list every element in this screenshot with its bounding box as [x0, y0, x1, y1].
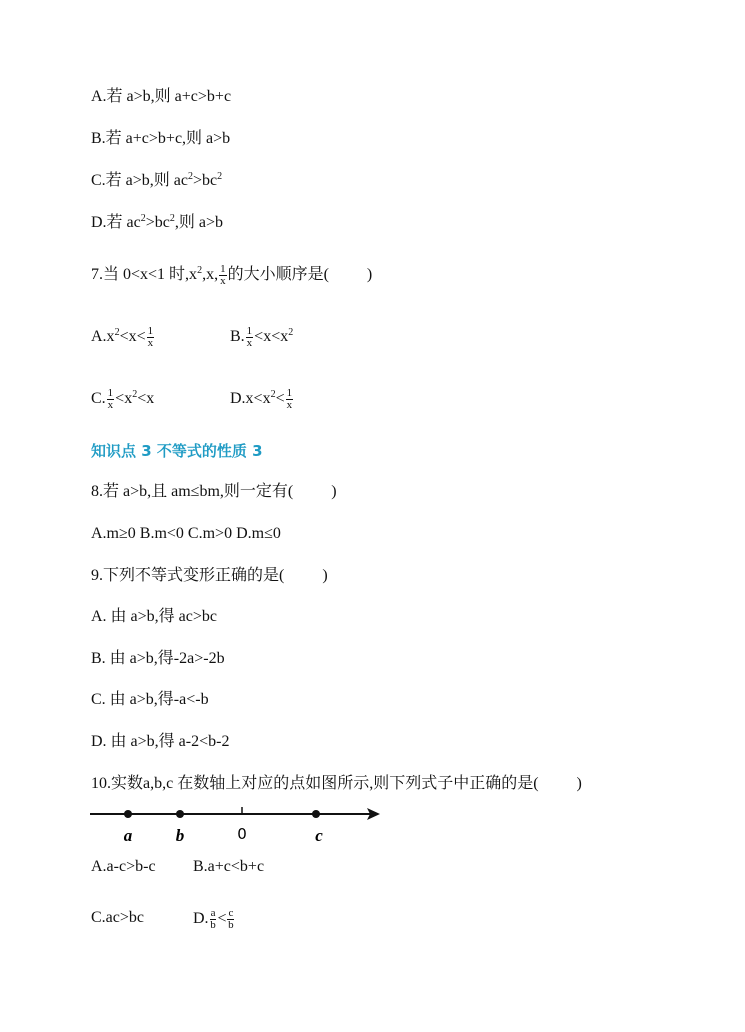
q6-option-c: [91, 171, 222, 191]
q9-option-c: C. 由 a>b,得-a<-b: [91, 691, 209, 708]
q7-option-d: $D.x<x^2<$ $\frac{1}{x}$: [230, 387, 293, 411]
point-b: [176, 810, 184, 818]
superscript: 2: [140, 213, 146, 224]
q10-option-c: C.ac>bc: [91, 909, 144, 926]
q9-option-b: B. 由 a>b,得-2a>-2b: [91, 650, 225, 667]
q6-option-d-mid: >bc: [145, 214, 170, 231]
q10-option-a: A.a-c>b-c: [91, 858, 156, 875]
q6-option-d-post: ,则 a>b: [174, 214, 224, 231]
fraction-one-over-x: $\frac{1}{x}$: [286, 387, 293, 411]
fraction-one-over-x: $\frac{1}{x}$: [107, 387, 114, 411]
q6-option-d: [91, 213, 223, 233]
q9-stem: 9.下列不等式变形正确的是( ): [91, 567, 328, 584]
superscript: 2: [217, 171, 223, 182]
fraction-one-over-x: $\frac{1}{x}$: [220, 263, 226, 287]
q7-option-b: B. $\frac{1}{x}$ $<x<x^2$: [230, 325, 294, 349]
number-line-figure: [88, 798, 388, 846]
label-a: a: [123, 826, 133, 845]
q7-stem-post: 的大小顺序是(: [227, 266, 329, 284]
q6-option-c-mid: >bc: [193, 172, 218, 189]
q6-option-c-pre: C.若 a>b,则 ac: [91, 172, 189, 189]
fraction-a-over-b: $\frac{a}{b}$: [210, 907, 216, 931]
q7-stem-mid: ,x,: [202, 266, 219, 284]
q6-option-b: B.若 a+c>b+c,则 a>b: [91, 130, 231, 147]
fraction-one-over-x: $\frac{1}{x}$: [246, 325, 253, 349]
q10-stem: 10.实数a,b,c 在数轴上对应的点如图所示,则下列式子中正确的是( ): [91, 775, 582, 792]
point-a: [124, 810, 132, 818]
q8-stem: 8.若 a>b,且 am≤bm,则一定有( ): [91, 483, 337, 500]
q9-option-a: A. 由 a>b,得 ac>bc: [91, 608, 218, 625]
q8-options: A.m≥0 B.m<0 C.m>0 D.m≤0: [91, 525, 281, 542]
point-c: [312, 810, 320, 818]
superscript: 2: [188, 171, 194, 182]
superscript: 2: [197, 265, 203, 277]
q9-option-d: D. 由 a>b,得 a-2<b-2: [91, 733, 230, 750]
q7-close-paren: ): [366, 266, 373, 284]
label-b: b: [175, 826, 185, 845]
q7-option-c: C. $\frac{1}{x}$ $<x^2<x$: [91, 387, 155, 411]
label-c: c: [315, 826, 323, 845]
fraction-c-over-b: $\frac{c}{b}$: [228, 907, 234, 931]
section-heading: 知识点 3 不等式的性质 3: [91, 442, 263, 460]
superscript: 2: [169, 213, 175, 224]
label-zero: 0: [237, 825, 247, 843]
q7-stem-pre: 7.当 0<x<1 时,x: [91, 266, 198, 284]
q6-option-d-pre: D.若 ac: [91, 214, 141, 231]
q7-stem: [91, 264, 372, 287]
q10-option-d: D. $\frac{a}{b}$ < $\frac{c}{b}$: [193, 907, 234, 931]
q6-option-a: A.若 a>b,则 a+c>b+c: [91, 88, 232, 105]
q10-option-b: B.a+c<b+c: [193, 858, 265, 875]
q7-option-a: $A.x^2<x<$ $\frac{1}{x}$: [91, 325, 154, 349]
fraction-one-over-x: $\frac{1}{x}$: [147, 325, 154, 349]
